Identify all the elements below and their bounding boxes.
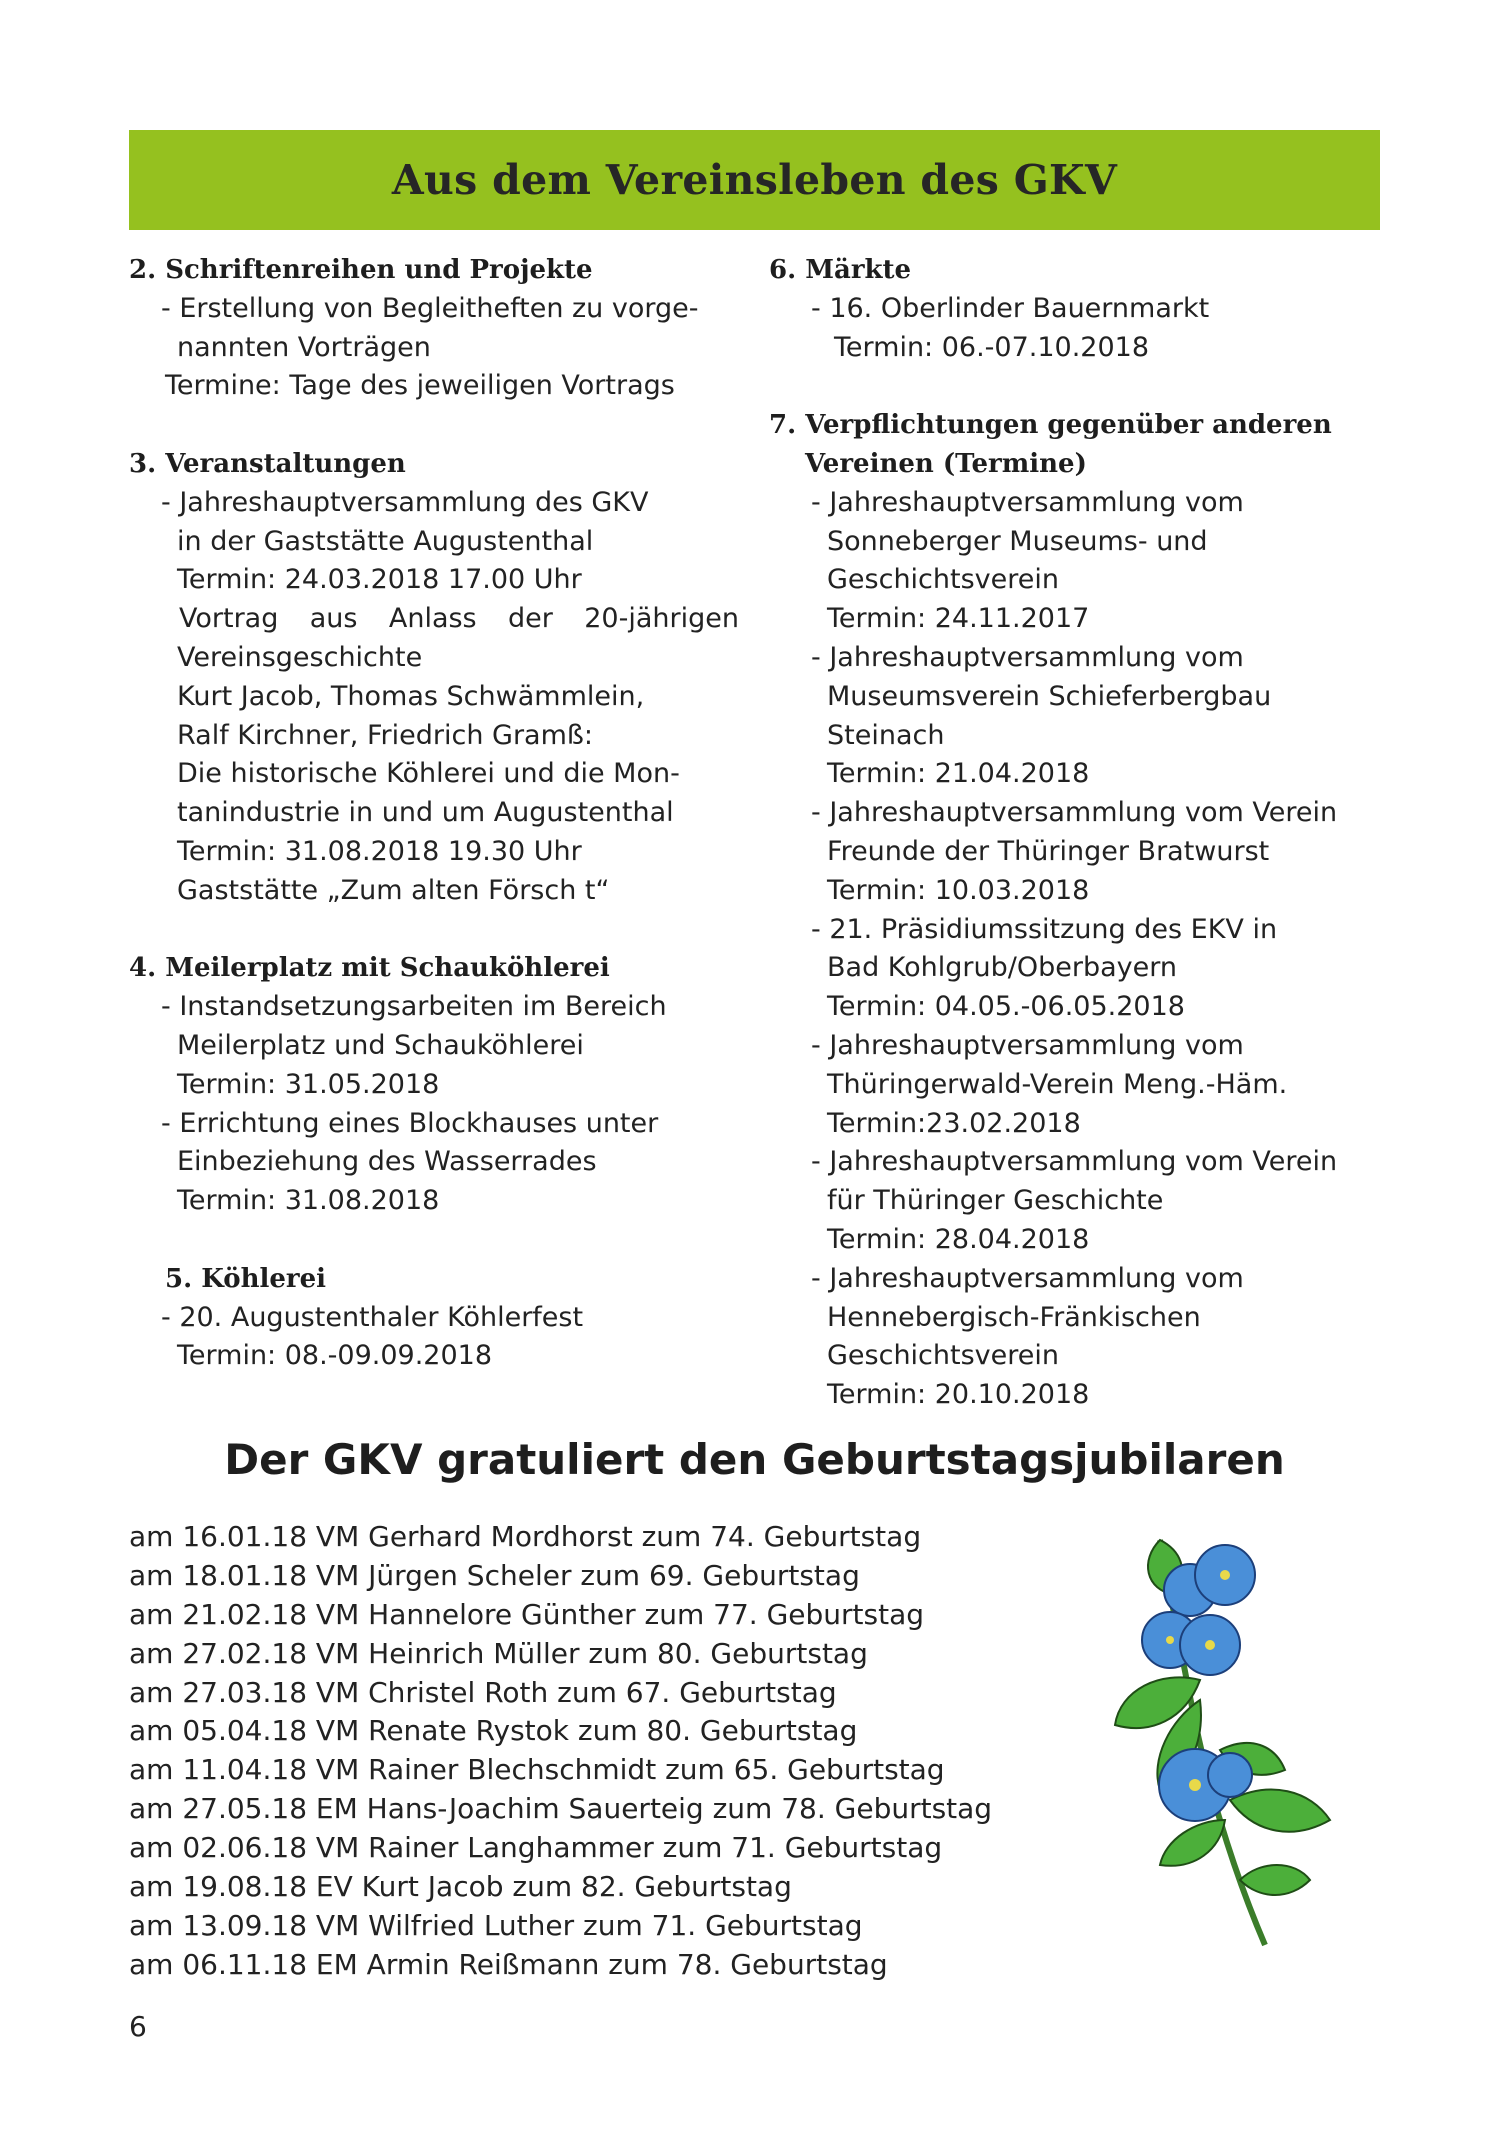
text-line: Termin: 31.08.2018 [177, 1185, 440, 1217]
birthday-entry: am 19.08.18 EV Kurt Jacob zum 82. Geburtstag [129, 1870, 792, 1904]
text-line: Bad Kohlgrub/Oberbayern [827, 952, 1177, 984]
text-line: Termin: 10.03.2018 [827, 874, 1090, 906]
text-line: Die historische Köhlerei und die Mon- [177, 758, 680, 790]
word: 20-jährigen [584, 603, 739, 635]
text-line: tanindustrie in und um Augustenthal [177, 797, 674, 829]
section-3-heading: 3. Veranstaltungen [129, 448, 406, 479]
text-line: Termin: 24.11.2017 [827, 603, 1090, 635]
text-line: Thüringerwald-Verein Meng.-Häm. [827, 1068, 1288, 1100]
flower-illustration [1100, 1520, 1340, 1950]
text-line: Steinach [827, 719, 945, 751]
text-line: Museumsverein Schieferbergbau [827, 680, 1272, 712]
section-7-heading: 7. Verpflichtungen gegenüber anderen [769, 410, 1332, 441]
text-line: - Jahreshauptversammlung vom [811, 1029, 1244, 1061]
text-line: Vereinsgeschichte [177, 641, 423, 673]
text-line: Termin: 04.05.-06.05.2018 [827, 991, 1185, 1023]
word: Anlass [388, 603, 477, 635]
section-banner [129, 130, 1380, 230]
text-line: Termin: 21.04.2018 [827, 758, 1090, 790]
text-line: - Errichtung eines Blockhauses unter [161, 1107, 659, 1139]
text-line: Termin: 08.-09.09.2018 [177, 1340, 493, 1372]
birthday-entry: am 02.06.18 VM Rainer Langhammer zum 71. Geburtstag [129, 1831, 943, 1865]
text-line: für Thüringer Geschichte [827, 1185, 1164, 1217]
text-line: Termin: 20.10.2018 [827, 1379, 1090, 1411]
birthday-entry: am 11.04.18 VM Rainer Blechschmidt zum 65. Geburtstag [129, 1753, 945, 1787]
text-line: - Jahreshauptversammlung vom [811, 641, 1244, 673]
text-line: Hennebergisch-Fränkischen [827, 1301, 1201, 1333]
word: aus [309, 603, 358, 635]
birthday-entry: am 27.03.18 VM Christel Roth zum 67. Geburtstag [129, 1675, 837, 1709]
text-line: Termin: 31.05.2018 [177, 1068, 440, 1100]
birthday-entry: am 06.11.18 EM Armin Reißmann zum 78. Geburtstag [129, 1947, 888, 1981]
text-line: - Jahreshauptversammlung vom Verein [811, 797, 1338, 829]
text-line: - Jahreshauptversammlung vom [811, 486, 1244, 518]
section-4-heading: 4. Meilerplatz mit Schauköhlerei [129, 953, 610, 984]
text-line: Meilerplatz und Schauköhlerei [177, 1029, 584, 1061]
text-line: Kurt Jacob, Thomas Schwämmlein, [177, 680, 645, 712]
text-line: Sonneberger Museums- und [827, 525, 1208, 557]
birthday-entry: am 16.01.18 VM Gerhard Mordhorst zum 74. Geburtstag [129, 1520, 922, 1553]
text-line: - 16. Oberlinder Bauernmarkt [811, 292, 1210, 324]
section-6-heading: 6. Märkte [769, 255, 912, 285]
section-5-heading: 5. Köhlerei [165, 1263, 327, 1294]
birthday-heading: Der GKV gratuliert den Geburtstagsjubilaren [224, 1435, 1285, 1484]
text-line: Ralf Kirchner, Friedrich Gramß: [177, 719, 593, 751]
text-line: Termin:23.02.2018 [827, 1107, 1081, 1139]
left-column [129, 251, 749, 1376]
text-line: - Jahreshauptversammlung vom [811, 1262, 1244, 1294]
text-line: Geschichtsverein [827, 564, 1059, 596]
text-line: - 21. Präsidiumssitzung des EKV in [811, 913, 1278, 945]
text-line: Termine: Tage des jeweiligen Vortrags [165, 370, 675, 402]
birthday-entry: am 27.02.18 VM Heinrich Müller zum 80. Geburtstag [129, 1636, 868, 1670]
text-line: Einbeziehung des Wasserrades [177, 1146, 597, 1178]
text-line: Freunde der Thüringer Bratwurst [827, 835, 1270, 867]
text-line: Termin: 28.04.2018 [827, 1223, 1090, 1255]
text-line: Termin: 06.-07.10.2018 [834, 331, 1150, 363]
birthday-entry: am 18.01.18 VM Jürgen Scheler zum 69. Geburtstag [129, 1558, 860, 1592]
text-line: in der Gaststätte Augustenthal [177, 525, 594, 557]
text-line: nannten Vorträgen [177, 331, 431, 363]
birthday-entry: am 21.02.18 VM Hannelore Günther zum 77. Geburtstag [129, 1597, 925, 1631]
text-line: Gaststätte „Zum alten Försch t“ [177, 874, 610, 906]
section-7-heading-cont: Vereinen (Termine) [805, 448, 1087, 479]
birthday-entry: am 05.04.18 VM Renate Rystok zum 80. Geburtstag [129, 1714, 858, 1748]
justified-line [129, 600, 739, 639]
section-2-heading: 2. Schriftenreihen und Projekte [129, 255, 593, 285]
text-line: Geschichtsverein [827, 1340, 1059, 1372]
text-line: - Jahreshauptversammlung des GKV [161, 486, 649, 518]
text-line: Termin: 31.08.2018 19.30 Uhr [177, 835, 582, 867]
text-line: - Erstellung von Begleitheften zu vorge- [161, 292, 699, 324]
word: der [508, 603, 553, 635]
word: Vortrag [179, 603, 279, 635]
page-number: 6 [129, 2010, 147, 2043]
birthday-entry: am 27.05.18 EM Hans-Joachim Sauerteig zum 78. Geburtstag [129, 1792, 993, 1826]
birthday-entry: am 13.09.18 VM Wilfried Luther zum 71. Geburtstag [129, 1908, 863, 1942]
text-line: - 20. Augustenthaler Köhlerfest [161, 1301, 584, 1333]
text-line: Termin: 24.03.2018 17.00 Uhr [177, 564, 582, 596]
text-line: - Instandsetzungsarbeiten im Bereich [161, 991, 667, 1023]
right-column [769, 251, 1389, 1415]
text-line: - Jahreshauptversammlung vom Verein [811, 1146, 1338, 1178]
page-title: Aus dem Vereinsleben des GKV [391, 156, 1118, 204]
birthday-list [129, 1518, 1059, 1985]
